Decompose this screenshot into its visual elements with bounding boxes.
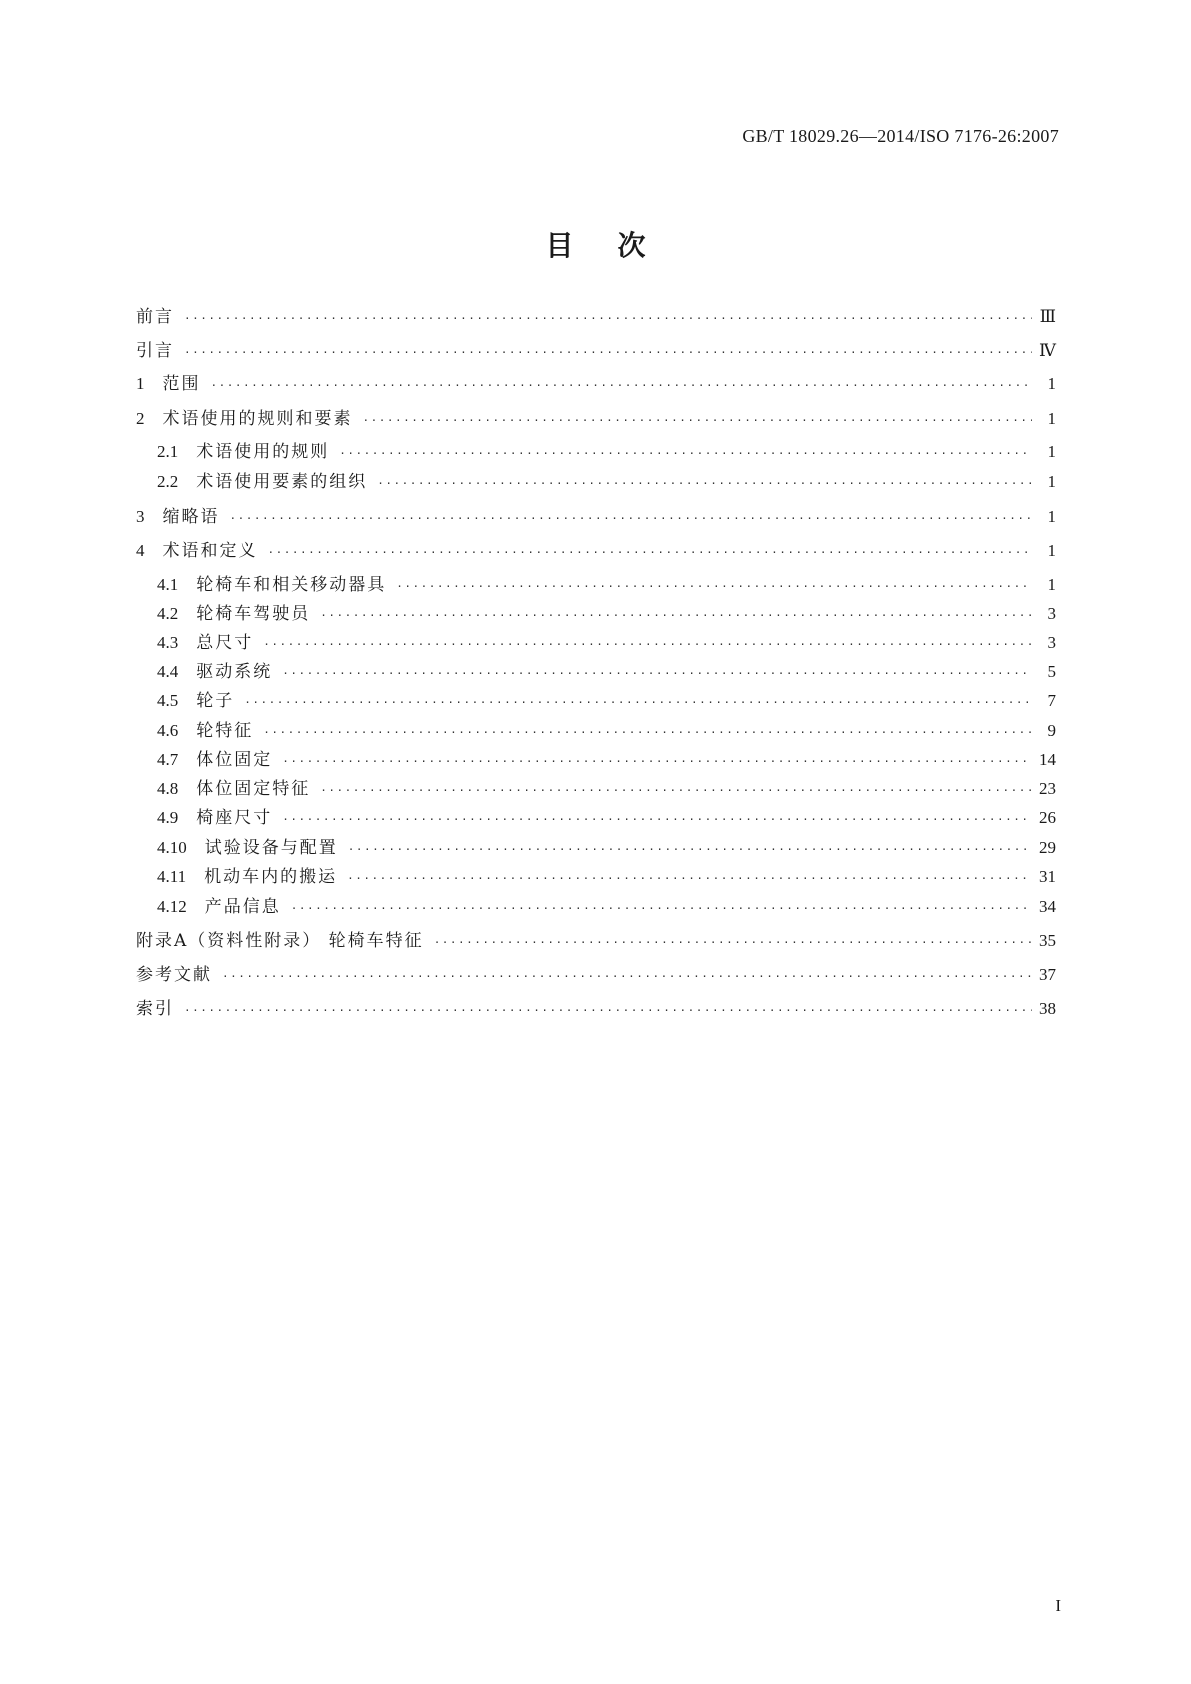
toc-entry-number: 4.8 bbox=[157, 779, 179, 798]
toc-leader bbox=[263, 722, 1032, 744]
toc-entry-number: 2.2 bbox=[157, 472, 179, 491]
toc-entry-number: 2 bbox=[136, 409, 145, 428]
toc-leader bbox=[347, 868, 1032, 890]
toc-entry[interactable] bbox=[136, 373, 1056, 397]
toc-entry-number: 4.2 bbox=[157, 604, 179, 623]
toc-entry-label: 驱动系统 bbox=[196, 662, 273, 682]
toc-entry-page: 1 bbox=[1047, 409, 1056, 428]
toc-entry[interactable] bbox=[136, 471, 1056, 495]
toc-entry-page: 37 bbox=[1039, 965, 1056, 984]
toc-entry-page: Ⅳ bbox=[1039, 341, 1056, 360]
toc-entry-label: 附录A（资料性附录） 轮椅车特征 bbox=[136, 931, 424, 951]
toc-entry-number: 4 bbox=[136, 541, 145, 560]
toc-leader bbox=[396, 576, 1032, 598]
toc-entry-label: 缩略语 bbox=[162, 507, 220, 527]
toc-entry-number: 4.10 bbox=[157, 838, 187, 857]
toc-entry-number: 4.7 bbox=[157, 750, 179, 769]
toc-entry-page: 34 bbox=[1039, 897, 1056, 916]
toc-entry-number: 4.3 bbox=[157, 633, 179, 652]
toc-entry-number: 3 bbox=[136, 507, 145, 526]
toc-entry-number: 4.12 bbox=[157, 897, 187, 916]
toc-entry-label: 机动车内的搬运 bbox=[204, 867, 338, 887]
toc-leader bbox=[244, 692, 1032, 714]
toc-entry[interactable] bbox=[136, 574, 1056, 598]
toc-entry[interactable] bbox=[136, 603, 1056, 627]
standard-code: GB/T 18029.26—2014/ISO 7176-26:2007 bbox=[742, 126, 1059, 146]
toc-entry[interactable] bbox=[136, 661, 1056, 685]
toc-entry[interactable] bbox=[136, 632, 1056, 656]
toc-entry-page: 1 bbox=[1047, 374, 1056, 393]
toc-entry-page: Ⅲ bbox=[1039, 307, 1056, 326]
toc-entry-page: 9 bbox=[1047, 721, 1056, 740]
toc-entry-page: 31 bbox=[1039, 867, 1056, 886]
toc-entry[interactable] bbox=[136, 408, 1056, 432]
toc-entry-page: 38 bbox=[1039, 999, 1056, 1018]
toc-entry[interactable] bbox=[136, 837, 1056, 861]
toc-entry-label: 产品信息 bbox=[204, 897, 281, 917]
toc-entry[interactable] bbox=[136, 441, 1056, 465]
toc-entry[interactable] bbox=[136, 866, 1056, 890]
toc-leader bbox=[434, 932, 1032, 954]
toc-leader bbox=[320, 605, 1032, 627]
toc-entry[interactable] bbox=[136, 720, 1056, 744]
toc-entry-page: 3 bbox=[1047, 604, 1056, 623]
toc-entry-label: 范围 bbox=[162, 374, 201, 394]
toc-leader bbox=[348, 839, 1032, 861]
toc-leader bbox=[263, 634, 1032, 656]
toc-entry-label: 术语使用的规则 bbox=[196, 442, 330, 462]
toc-leader bbox=[211, 375, 1033, 397]
toc-entry-number: 2.1 bbox=[157, 442, 179, 461]
toc-entry-page: 5 bbox=[1047, 662, 1056, 681]
toc-entry[interactable] bbox=[136, 749, 1056, 773]
page-title: 目次 bbox=[545, 229, 690, 262]
toc-entry-label: 体位固定特征 bbox=[196, 779, 311, 799]
toc-entry[interactable] bbox=[136, 690, 1056, 714]
toc-entry-number: 4.4 bbox=[157, 662, 179, 681]
toc-leader bbox=[282, 809, 1032, 831]
toc-entry-label: 椅座尺寸 bbox=[196, 808, 273, 828]
toc-entry[interactable] bbox=[136, 506, 1056, 530]
page-number: I bbox=[1055, 1596, 1061, 1615]
toc-leader bbox=[377, 473, 1032, 495]
toc-entry-number: 4.9 bbox=[157, 808, 179, 827]
toc-entry-label: 体位固定 bbox=[196, 750, 273, 770]
toc-entry-label: 前言 bbox=[136, 307, 174, 327]
toc-entry[interactable] bbox=[136, 340, 1056, 364]
toc-entry-label: 轮特征 bbox=[196, 721, 254, 741]
toc-entry-label: 术语和定义 bbox=[162, 541, 258, 561]
toc-entry[interactable] bbox=[136, 964, 1056, 988]
toc-entry-label: 索引 bbox=[136, 999, 174, 1019]
toc-leader bbox=[282, 751, 1032, 773]
toc-entry-number: 4.11 bbox=[157, 867, 187, 886]
toc-leader bbox=[363, 410, 1033, 432]
toc-entry-page: 1 bbox=[1047, 507, 1056, 526]
toc-leader bbox=[339, 443, 1032, 465]
toc-entry-label: 术语使用要素的组织 bbox=[196, 472, 368, 492]
toc-entry[interactable] bbox=[136, 896, 1056, 920]
toc-leader bbox=[184, 1000, 1032, 1022]
toc-entry-label: 轮椅车和相关移动器具 bbox=[196, 575, 387, 595]
toc-entry-page: 29 bbox=[1039, 838, 1056, 857]
toc-leader bbox=[268, 542, 1033, 564]
toc-entry-page: 26 bbox=[1039, 808, 1056, 827]
toc-entry[interactable] bbox=[136, 807, 1056, 831]
toc-entry-page: 23 bbox=[1039, 779, 1056, 798]
toc-entry-label: 引言 bbox=[136, 341, 174, 361]
toc-leader bbox=[230, 508, 1033, 530]
toc-entry-label: 轮子 bbox=[196, 691, 235, 711]
toc-entry-page: 1 bbox=[1047, 541, 1056, 560]
toc-entry-page: 1 bbox=[1047, 472, 1056, 491]
toc-entry-page: 3 bbox=[1047, 633, 1056, 652]
toc-entry-page: 35 bbox=[1039, 931, 1056, 950]
toc-leader bbox=[222, 966, 1032, 988]
toc-entry-page: 1 bbox=[1047, 442, 1056, 461]
toc-entry-label: 总尺寸 bbox=[196, 633, 254, 653]
toc-entry-page: 7 bbox=[1047, 691, 1056, 710]
toc-entry[interactable] bbox=[136, 778, 1056, 802]
toc-entry[interactable] bbox=[136, 306, 1056, 330]
toc-leader bbox=[184, 342, 1032, 364]
toc-entry-number: 4.5 bbox=[157, 691, 179, 710]
toc-leader bbox=[320, 780, 1032, 802]
toc-leader bbox=[291, 898, 1032, 920]
toc-entry-number: 4.1 bbox=[157, 575, 179, 594]
toc-entry-number: 1 bbox=[136, 374, 145, 393]
toc-leader bbox=[282, 663, 1032, 685]
toc-entry[interactable] bbox=[136, 540, 1056, 564]
toc-entry-label: 术语使用的规则和要素 bbox=[162, 409, 353, 429]
toc-entry-page: 14 bbox=[1039, 750, 1056, 769]
toc-entry-label: 参考文献 bbox=[136, 965, 212, 985]
toc-entry[interactable] bbox=[136, 930, 1056, 954]
toc-leader bbox=[184, 308, 1032, 330]
toc-entry-page: 1 bbox=[1047, 575, 1056, 594]
toc-entry-number: 4.6 bbox=[157, 721, 179, 740]
toc-entry-label: 轮椅车驾驶员 bbox=[196, 604, 311, 624]
toc-entry[interactable] bbox=[136, 998, 1056, 1022]
toc-entry-label: 试验设备与配置 bbox=[204, 838, 338, 858]
